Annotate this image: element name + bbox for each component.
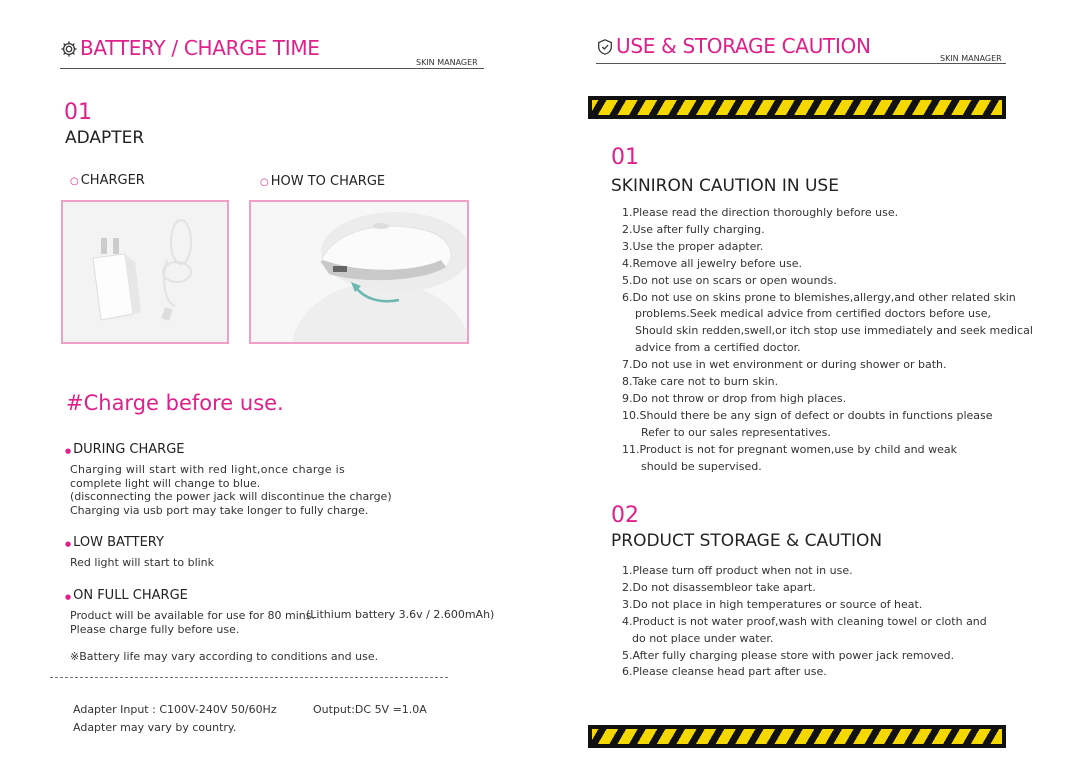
during-line-1: Charging will start with red light,once charge is [70,463,346,476]
full-charge-label: ● ON FULL CHARGE [65,588,188,603]
list-item: 1.Please read the direction thoroughly before use. [622,206,899,219]
list-item: 11.Product is not for pregnant women,use by child and weak [622,442,957,456]
right-section-2-number: 02 [611,503,639,528]
left-title-rule [60,68,484,69]
list-item: 7.Do not use in wet environment or during shower or bath. [622,358,947,372]
list-item: 10.Should there be any sign of defect or doubts in functions please [622,408,993,422]
caution-in-use-heading: SKINIRON CAUTION IN USE [611,176,839,196]
adapter-heading: ADAPTER [65,128,145,148]
full-charge-line-2: Please charge fully before use. [70,623,240,636]
left-page-title [60,36,320,60]
battery-spec: (Lithium battery 3.6v / 2.600mAh) [306,608,495,621]
how-to-charge-label: ○ HOW TO CHARGE [260,174,386,189]
list-item: 6.Please cleanse head part after use. [622,665,827,679]
list-item: do not place under water. [632,631,774,645]
during-charge-label: ● DURING CHARGE [65,442,185,457]
battery-life-note: ※Battery life may vary according to conditions and use. [70,650,379,663]
storage-caution-heading: PRODUCT STORAGE & CAUTION [611,531,883,551]
during-line-4: Charging via usb port may take longer to fully charge. [70,504,369,517]
low-battery-label: ● LOW BATTERY [65,535,164,550]
left-title-text: BATTERY / CHARGE TIME [80,36,320,60]
list-item: Refer to our sales representatives. [641,425,831,439]
list-item: problems.Seek medical advice from certified doctors before use, [635,307,991,321]
adapter-input: Adapter Input : C100V-240V 50/60Hz [73,703,277,716]
charger-illustration [63,202,227,342]
charger-label: ○ CHARGER [70,173,145,188]
low-battery-text: Red light will start to blink [70,556,215,569]
list-item: 2.Do not disassembleor take apart. [622,580,816,594]
charger-photo [61,200,229,344]
gear-icon [60,40,78,58]
left-dashed-divider [50,677,448,678]
left-subtitle: SKIN MANAGER [416,58,478,67]
caution-in-use-list [622,205,1033,476]
right-title-rule [596,63,1006,64]
list-item: 4.Product is not water proof,wash with cleaning towel or cloth and [622,614,987,628]
right-subtitle: SKIN MANAGER [940,54,1002,63]
adapter-vary-note: Adapter may vary by country. [73,721,237,734]
right-section-1-number: 01 [611,145,639,170]
list-item: 6.Do not use on skins prone to blemishes,allergy,and other related skin [622,290,1016,304]
list-item: 3.Use the proper adapter. [622,239,764,253]
how-to-charge-photo [249,200,469,344]
list-item: Should skin redden,swell,or itch stop use immediately and seek medical [635,324,1033,338]
hazard-stripe-bottom [588,725,1006,748]
adapter-output: Output:DC 5V =1.0A [313,703,427,716]
list-item: should be supervised. [641,459,762,473]
list-item: advice from a certified doctor. [635,341,801,355]
hazard-stripe-top [588,96,1006,119]
list-item: 2.Use after fully charging. [622,222,765,236]
shield-icon [596,38,614,56]
list-item: 4.Remove all jewelry before use. [622,256,803,270]
list-item: 9.Do not throw or drop from high places. [622,391,847,405]
right-title-text: USE & STORAGE CAUTION [616,34,871,58]
storage-caution-list [622,563,987,681]
right-page-title [596,34,871,58]
list-item: 3.Do not place in high temperatures or source of heat. [622,597,923,611]
left-section-number: 01 [64,100,92,125]
list-item: 5.After fully charging please store with power jack removed. [622,648,955,662]
charge-before-use: #Charge before use. [66,391,284,415]
list-item: 5.Do not use on scars or open wounds. [622,273,837,287]
device-illustration [251,202,467,342]
during-line-2: complete light will change to blue. [70,477,261,490]
list-item: 8.Take care not to burn skin. [622,375,779,389]
full-charge-line-1: Product will be available for use for 80 mins. [70,609,315,622]
during-line-3: (disconnecting the power jack will discontinue the charge) [70,490,392,503]
list-item: 1.Please turn off product when not in use. [622,564,853,577]
